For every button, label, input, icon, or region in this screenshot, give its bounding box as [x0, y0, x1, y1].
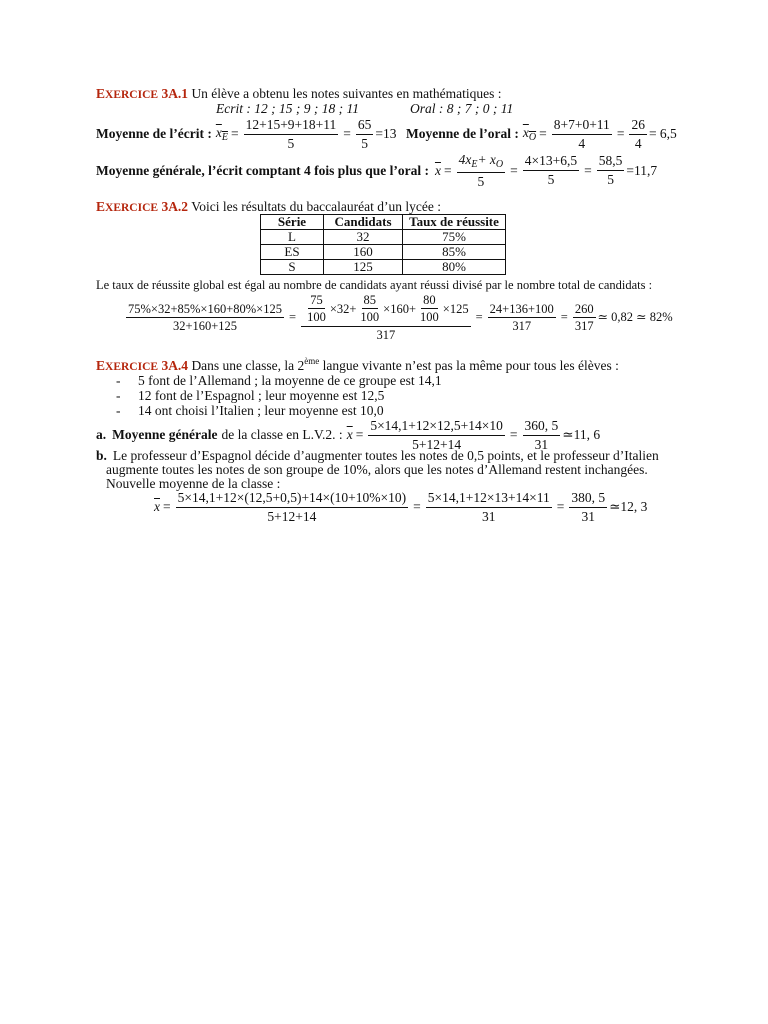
rate-fraction-3: $\frac{24+136+100}{317}$ [489, 301, 554, 334]
table-cell: 125 [324, 260, 403, 275]
question-a-result: ≃11, 6 [562, 427, 601, 443]
exercise-3a2-title: EXERCICE 3A.2 [96, 199, 189, 214]
exercise-3a2-header [96, 199, 441, 215]
question-a-fraction: $\frac{5\times 14,1+12\times 12,5+14\times 10}{5+12+14}$ [370, 418, 503, 452]
table-row [261, 230, 506, 245]
exercise-3a1-header [96, 86, 501, 102]
exercise-3a4-title: EXERCICE 3A.4 [96, 358, 189, 373]
global-rate-explanation: Le taux de réussite global est égal au nombre de candidats ayant réussi divisé par le nombre total de candidats : [96, 278, 653, 292]
question-a-text: de la classe en L.V.2. : [221, 427, 343, 443]
question-b-result: ≃12, 3 [609, 499, 648, 515]
oral-notes: Oral : 8 ; 7 ; 0 ; 11 [410, 101, 514, 116]
general-fraction-3: $\frac{58,5}{5}$ [598, 153, 623, 187]
question-a-symbol: $\overline{x}$ [346, 427, 353, 443]
ecrit-result: =13 [375, 126, 397, 142]
table-cell: 160 [324, 245, 403, 260]
table-row [261, 245, 506, 260]
question-b-fraction: $\frac{5\times 14,1+12\times(12,5+0,5)+14\times(10+10\%\times 10)}{5+12+14}$ [177, 490, 407, 524]
exercise-3a4-header [96, 356, 619, 374]
oral-mean-line: Moyenne de l’oral : $x_O$ = $\frac{8+7+0+11}{4}$ = $\frac{26}{4}$ = 6,5 [406, 117, 677, 151]
exercise-3a2-intro: Voici les résultats du baccalauréat d’un lycée : [191, 199, 441, 214]
ecrit-mean-symbol: $x_E$ [215, 124, 228, 143]
exercise-3a4-intro: Dans une classe, la 2ème langue vivante n’est pas la même pour tous les élèves : [191, 356, 619, 373]
results-table [260, 214, 506, 275]
list-item: - 14 ont choisi l’Italien ; leur moyenne est 10,0 [116, 403, 384, 418]
rate-fraction-1: $\frac{75\%\times 32+85\%\times 160+80\%\times 125}{32+160+125}$ [128, 301, 282, 334]
question-b-formula: $\overline{x}$ = $\frac{5\times 14,1+12\times(12,5+0,5)+14\times(10+10\%\times 10)}{5+12+14}$ = $\frac{5\times 14,1+12\times 13+14\times 11}{31}$ = $\frac{380, 5}{31}$ ≃12, 3 [154, 490, 648, 524]
ecrit-fraction-2: $\frac{65}{5}$ [357, 117, 372, 151]
question-a-fraction-2: $\frac{360, 5}{31}$ [524, 418, 559, 452]
general-mean-line: Moyenne générale, l’écrit comptant 4 fois plus que l’oral : $\overline{x}$ = $\frac{4x_E+ x_O}{5}$ = $\frac{4\times 13+6,5}{5}$ = $\frac{58,5}{5}$ =11,7 [96, 152, 658, 189]
ecrit-fraction: $\frac{12+15+9+18+11}{5}$ [245, 117, 337, 151]
oral-result: = 6,5 [648, 126, 677, 142]
table-header-row [261, 215, 506, 230]
table-header-cell: Candidats [324, 215, 403, 230]
table-row [261, 260, 506, 275]
general-fraction-2: $\frac{4\times 13+6,5}{5}$ [524, 153, 578, 187]
table-cell: 85% [403, 245, 506, 260]
question-b-fraction-2: $\frac{5\times 14,1+12\times 13+14\times 11}{31}$ [427, 490, 550, 524]
rate-result: ≃ 0,82 ≃ 82% [597, 310, 673, 325]
table-cell: ES [261, 245, 324, 260]
general-mean-symbol: $\overline{x}$ [434, 162, 441, 178]
table-cell: S [261, 260, 324, 275]
question-b-line-2: augmente toutes les notes de son groupe de 10%, alors que les notes d’Allemand restent inchangées. [106, 462, 648, 477]
question-a-line: a. Moyenne générale de la classe en L.V.2. : $\overline{x}$ = $\frac{5\times 14,1+12\times 12,5+14\times 10}{5+12+14}$ = $\frac{360, 5}{31}$ ≃11, 6 [96, 418, 601, 452]
oral-mean-symbol: $x_O$ [522, 124, 537, 143]
list-item: - 5 font de l’Allemand ; la moyenne de ce groupe est 14,1 [116, 373, 442, 388]
general-fraction: $\frac{4x_E+ x_O}{5}$ [458, 152, 504, 189]
question-b-fraction-3: $\frac{380, 5}{31}$ [571, 490, 606, 524]
question-b-line-1: b. Le professeur d’Espagnol décide d’augmenter toutes les notes de 0,5 points, et le professeur d’Italien [96, 448, 659, 463]
rate-fraction-2: $\frac{75}{100}$ ×32+ $\frac{85}{100}$ ×160+ $\frac{80}{100}$ ×125 317 [301, 293, 471, 342]
ecrit-notes: Ecrit : 12 ; 15 ; 9 ; 18 ; 11 [216, 101, 359, 116]
question-b-line-3: Nouvelle moyenne de la classe : [106, 476, 281, 491]
ecrit-mean-label: Moyenne de l’écrit : [96, 126, 212, 142]
global-rate-formula: $\frac{75\%\times 32+85\%\times 160+80\%\times 125}{32+160+125}$ = $\frac{75}{100}$ ×32+ $\frac{85}{100}$ ×160+ $\frac{80}{100}$ ×125 317 = $\frac{24+136+100}{317}$ = $\frac{260}{317}$ ≃ 0,82 ≃ 82% [128, 293, 673, 342]
question-a-bold: Moyenne générale [112, 427, 218, 443]
oral-mean-label: Moyenne de l’oral : [406, 126, 519, 142]
table-cell: 32 [324, 230, 403, 245]
ecrit-mean-line: Moyenne de l’écrit : $x_E$ = $\frac{12+15+9+18+11}{5}$ = $\frac{65}{5}$ =13 [96, 117, 397, 151]
question-b-symbol: $\overline{x}$ [154, 499, 160, 515]
table-cell: 80% [403, 260, 506, 275]
oral-fraction: $\frac{8+7+0+11}{4}$ [553, 117, 610, 151]
exercise-3a1-intro: Un élève a obtenu les notes suivantes en mathématiques : [191, 86, 502, 101]
table-header-cell: Série [261, 215, 324, 230]
oral-fraction-2: $\frac{26}{4}$ [631, 117, 645, 151]
exercise-3a1-title: EXERCICE 3A.1 [96, 86, 189, 101]
rate-fraction-4: $\frac{260}{317}$ [574, 301, 594, 334]
table-cell: 75% [403, 230, 506, 245]
table-cell: L [261, 230, 324, 245]
general-result: =11,7 [626, 162, 658, 178]
list-item: - 12 font de l’Espagnol ; leur moyenne est 12,5 [116, 388, 385, 403]
table-header-cell: Taux de réussite [403, 215, 506, 230]
general-mean-label: Moyenne générale, l’écrit comptant 4 fois plus que l’oral : [96, 162, 429, 178]
